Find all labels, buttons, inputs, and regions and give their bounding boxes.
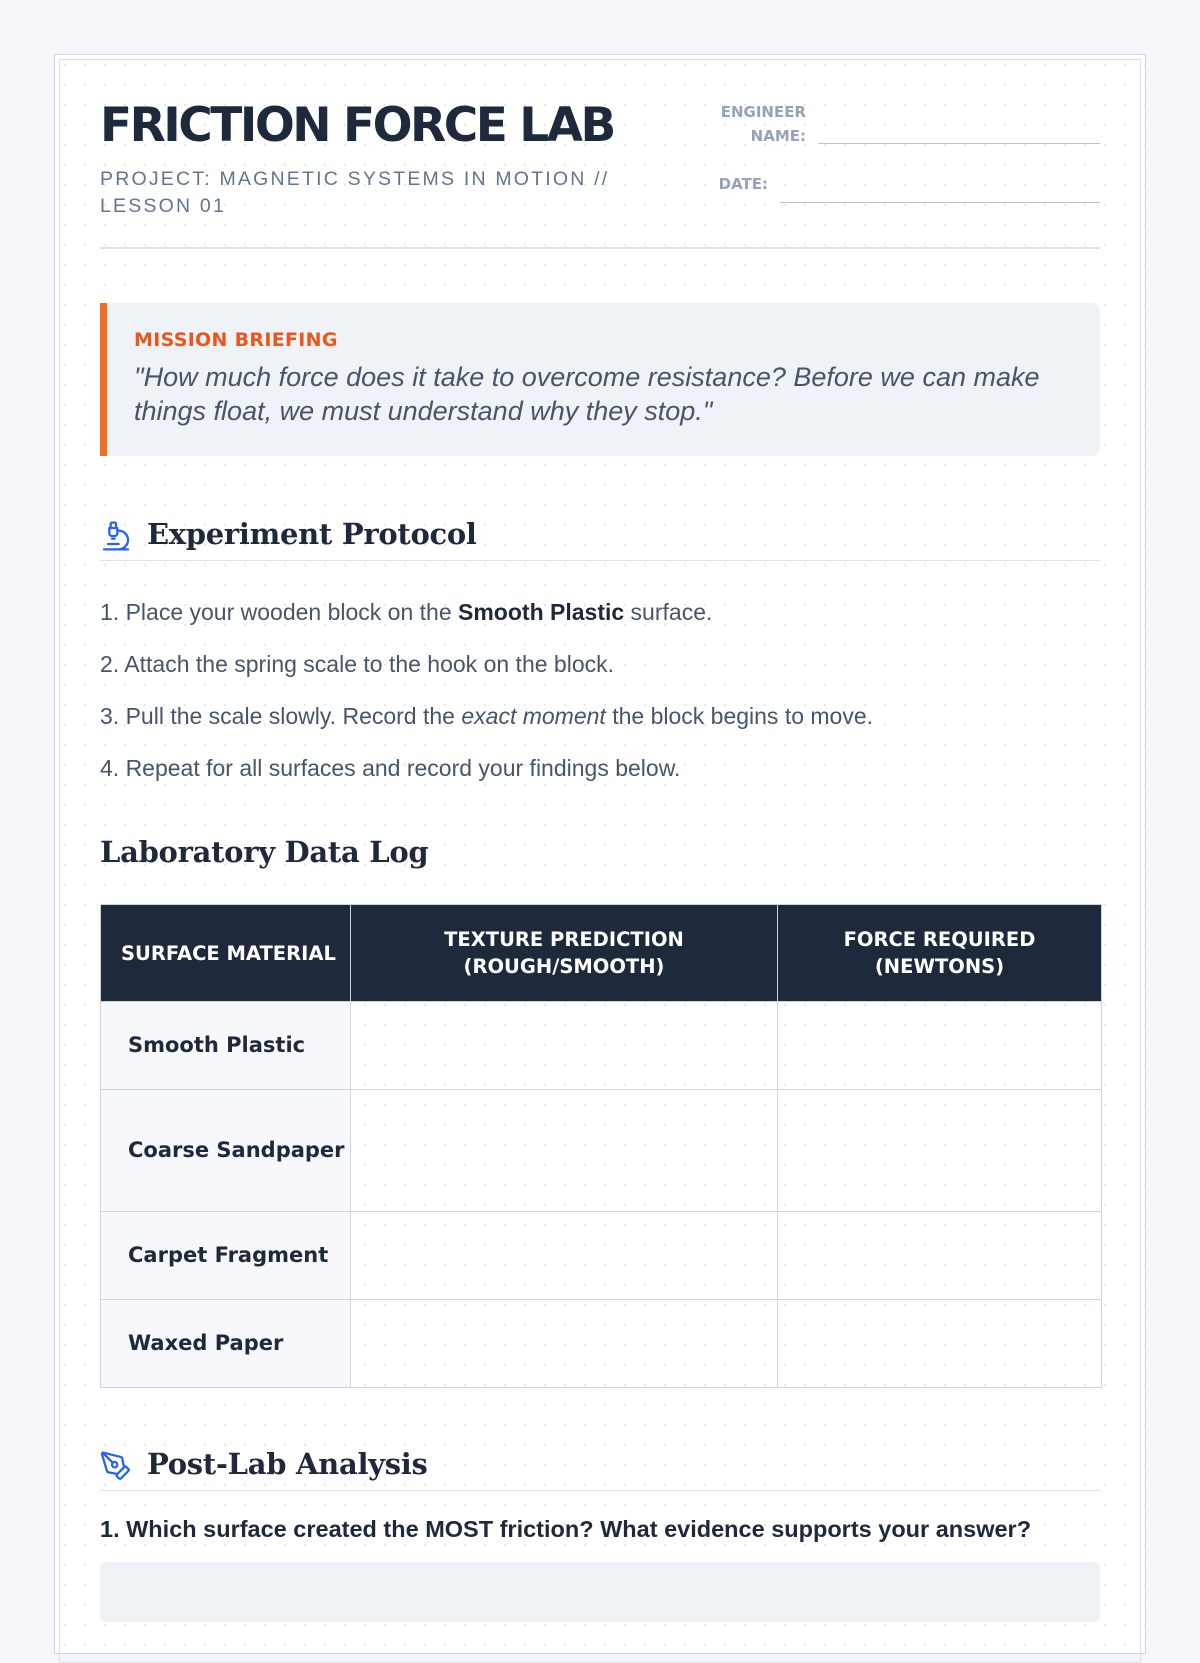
mission-briefing	[100, 303, 1100, 456]
material-cell: Coarse Sandpaper	[101, 1090, 351, 1212]
page-title: FRICTION FORCE LAB	[100, 98, 614, 153]
header-divider	[100, 247, 1100, 249]
analysis-question: 1. Which surface created the MOST friction? What evidence supports your answer?	[100, 1516, 1032, 1542]
protocol-section-header	[100, 514, 1100, 561]
date-field[interactable]	[780, 202, 1100, 203]
date-label: DATE:	[718, 175, 768, 193]
briefing-quote: "How much force does it take to overcome resistance? Before we can make things float, we must understand why they stop."	[134, 362, 1040, 426]
engineer-label-line2: NAME:	[750, 127, 806, 145]
material-cell: Waxed Paper	[101, 1300, 351, 1388]
material-cell: Carpet Fragment	[101, 1212, 351, 1300]
force-cell[interactable]	[778, 1212, 1102, 1300]
prediction-cell[interactable]	[351, 1090, 778, 1212]
table-row	[101, 1002, 1102, 1090]
protocol-step: 3. Pull the scale slowly. Record the exact moment the block begins to move.	[100, 703, 874, 729]
analysis-section-header	[100, 1444, 1100, 1491]
material-cell: Smooth Plastic	[101, 1002, 351, 1090]
data-log-table	[100, 904, 1102, 1388]
force-cell[interactable]	[778, 1002, 1102, 1090]
table-row	[101, 1300, 1102, 1388]
data-log-title: Laboratory Data Log	[100, 835, 429, 869]
table-header-row	[101, 905, 1102, 1002]
protocol-step: 1. Place your wooden block on the Smooth Plastic surface.	[100, 599, 713, 625]
column-header-prediction: TEXTURE PREDICTION (ROUGH/SMOOTH)	[351, 905, 778, 1002]
microscope-icon	[100, 520, 132, 552]
engineer-name-label	[690, 100, 806, 148]
column-header-force: FORCE REQUIRED (NEWTONS)	[778, 905, 1102, 1002]
engineer-name-field[interactable]	[818, 143, 1100, 144]
analysis-title: Post-Lab Analysis	[147, 1447, 428, 1481]
protocol-step: 4. Repeat for all surfaces and record your findings below.	[100, 755, 681, 781]
engineer-label-line1: ENGINEER	[720, 103, 806, 121]
column-header-material: SURFACE MATERIAL	[101, 905, 351, 1002]
force-cell[interactable]	[778, 1300, 1102, 1388]
page-subtitle: PROJECT: MAGNETIC SYSTEMS IN MOTION // LESSON 01	[100, 168, 610, 217]
table-row	[101, 1090, 1102, 1212]
prediction-cell[interactable]	[351, 1002, 778, 1090]
protocol-title: Experiment Protocol	[147, 517, 477, 551]
briefing-label: MISSION BRIEFING	[134, 329, 338, 351]
protocol-steps	[100, 586, 1100, 794]
prediction-cell[interactable]	[351, 1212, 778, 1300]
protocol-step: 2. Attach the spring scale to the hook on the block.	[100, 651, 614, 677]
prediction-cell[interactable]	[351, 1300, 778, 1388]
table-row	[101, 1212, 1102, 1300]
pen-tool-icon	[100, 1450, 132, 1482]
force-cell[interactable]	[778, 1090, 1102, 1212]
answer-box[interactable]	[100, 1562, 1100, 1622]
